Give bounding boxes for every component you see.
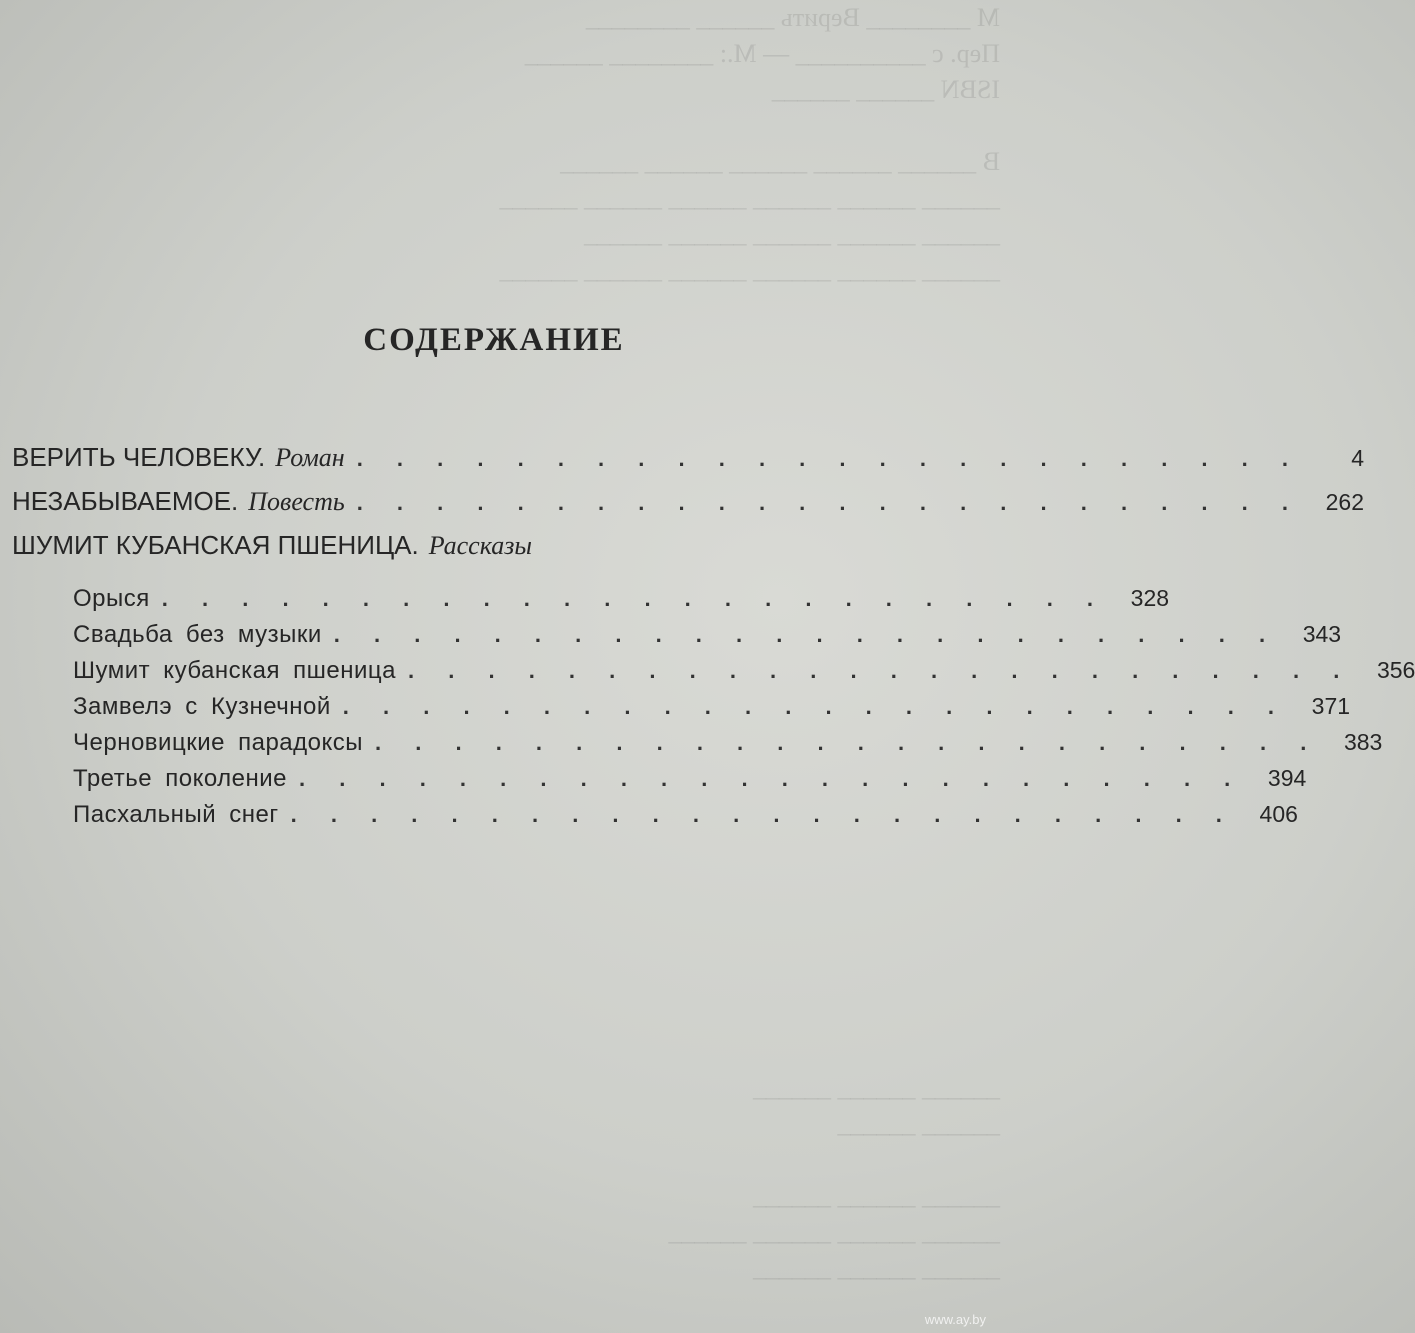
dot-leader: . . . . . . . . . . . . . . . . . . . . . . . . — [290, 802, 1236, 827]
dot-leader: . . . . . . . . . . . . . . . . . . . . . . . . — [342, 694, 1289, 719]
toc-story-label: Третье поколение — [73, 765, 288, 792]
toc-entry-genre: Роман — [275, 443, 345, 472]
toc-story-label: Орыся — [73, 585, 150, 612]
toc-story-label: Замвелэ с Кузнечной — [73, 693, 331, 720]
page-title: СОДЕРЖАНИЕ — [363, 322, 625, 358]
toc-story — [73, 621, 1342, 657]
toc-entry-genre: Рассказы — [428, 531, 532, 560]
toc-entry-page: 262 — [1325, 489, 1364, 515]
dot-leader: . . . . . . . . . . . . . . . . . . . . . . . . — [375, 730, 1321, 755]
watermark: www.ay.by — [924, 1312, 986, 1327]
toc-story — [73, 585, 1170, 621]
toc-story-page: 371 — [1311, 693, 1351, 719]
toc-entry-genre: Повесть — [248, 487, 345, 516]
toc-story-label: Свадьба без музыки — [73, 621, 322, 648]
dot-leader: . . . . . . . . . . . . . . . . . . . . . . . . — [356, 446, 1302, 471]
bleed-through-text-top: М ________ Верить ______ ________ Пер. с __________ — М.: ________ ______ ISBN ______ ______ В ______ ______ ______ ______ ______ ______ ______ ______ ______ ______ ______ ______ ______ ______ ______ ______ ______ ______ ______ ______ ______ ______ — [499, 3, 1000, 284]
toc-story-page: 343 — [1302, 621, 1342, 647]
toc-story-page: 394 — [1267, 765, 1307, 791]
toc-story — [73, 765, 1307, 801]
toc-story — [73, 729, 1383, 765]
toc-story-page: 328 — [1130, 585, 1170, 611]
toc-story — [73, 693, 1351, 729]
toc-story-page: 383 — [1343, 729, 1383, 755]
toc-story-label: Черновицкие парадоксы — [73, 729, 364, 756]
dot-leader: . . . . . . . . . . . . . . . . . . . . . . . . — [161, 586, 1108, 611]
toc-entry-label: ШУМИТ КУБАНСКАЯ ПШЕНИЦА. — [12, 530, 419, 560]
toc-story-label: Шумит кубанская пшеница — [73, 657, 397, 684]
dot-leader: . . . . . . . . . . . . . . . . . . . . . . . . — [408, 658, 1354, 683]
toc-entry-label: НЕЗАБЫВАЕМОЕ. — [12, 486, 239, 516]
toc-story-page: 356 — [1376, 657, 1415, 683]
dot-leader: . . . . . . . . . . . . . . . . . . . . . . . . — [299, 766, 1245, 791]
toc-entry — [12, 486, 1364, 522]
toc-story — [73, 657, 1415, 693]
toc-story — [73, 801, 1298, 837]
toc-entry — [12, 442, 1364, 478]
toc-entry-page: 4 — [1351, 445, 1364, 471]
bleed-through-text-bottom: ______ ______ ______ ______ ______ ______ ______ ______ ______ ______ ______ ______ ______ ______ ______ — [668, 1073, 1000, 1282]
toc-entry-label: ВЕРИТЬ ЧЕЛОВЕКУ. — [12, 442, 266, 472]
toc-story-page: 406 — [1259, 801, 1298, 827]
dot-leader: . . . . . . . . . . . . . . . . . . . . . . . . — [356, 490, 1302, 515]
dot-leader: . . . . . . . . . . . . . . . . . . . . . . . . — [333, 622, 1280, 647]
toc-story-label: Пасхальный снег — [73, 801, 279, 828]
toc-section — [12, 530, 948, 566]
